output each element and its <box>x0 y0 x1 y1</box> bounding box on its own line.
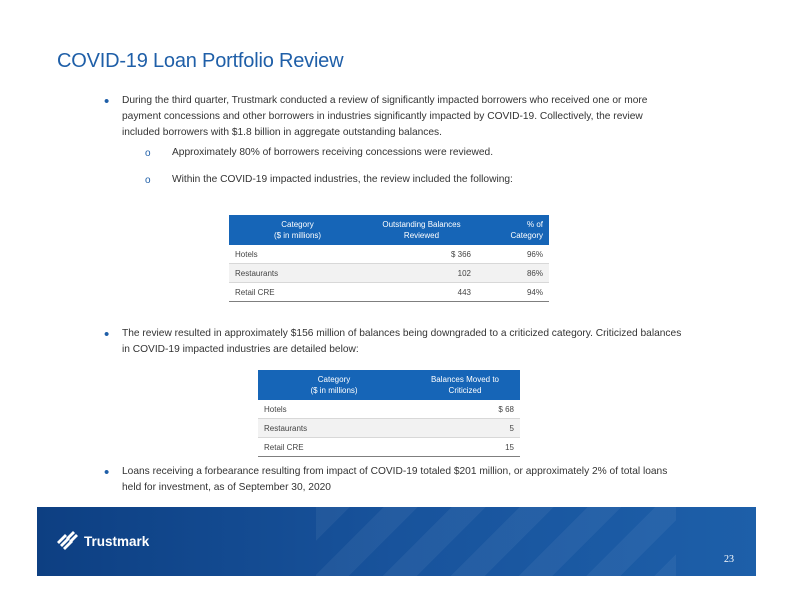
logo-text: Trustmark <box>84 533 150 549</box>
sub-bullet-marker: o <box>145 175 151 186</box>
balance-cell: $ 366 <box>366 245 477 264</box>
column-header-balances-moved: Balances Moved to Criticized <box>410 370 520 400</box>
page-number: 23 <box>724 554 734 565</box>
balance-cell: 5 <box>410 419 520 438</box>
category-cell: Retail CRE <box>258 438 410 457</box>
table-header-row <box>229 215 549 245</box>
category-cell: Retail CRE <box>229 283 366 302</box>
column-header-outstanding-balances: Outstanding Balances Reviewed <box>366 215 477 245</box>
footer-banner <box>37 507 756 576</box>
category-cell: Restaurants <box>229 264 366 283</box>
sub-bullet-marker: o <box>145 148 151 159</box>
bullet-marker: • <box>104 326 110 343</box>
balance-cell: $ 68 <box>410 400 520 419</box>
table-row <box>229 264 549 283</box>
balance-cell: 15 <box>410 438 520 457</box>
table-row <box>229 245 549 264</box>
trustmark-logo-icon <box>55 530 81 552</box>
percent-cell: 86% <box>477 264 549 283</box>
table-row <box>258 400 520 419</box>
bullet-paragraph-3: Loans receiving a forbearance resulting from impact of COVID-19 totaled $201 million, or approximately 2% of total loans held for investment, as of September 30, 2020 <box>122 466 668 493</box>
column-header-category: Category ($ in millions) <box>258 370 410 400</box>
table-row <box>258 419 520 438</box>
table-row <box>229 283 549 302</box>
balance-cell: 443 <box>366 283 477 302</box>
category-cell: Hotels <box>258 400 410 419</box>
sub-bullet-1: Approximately 80% of borrowers receiving concessions were reviewed. <box>172 147 494 158</box>
bullet-marker: • <box>104 464 110 481</box>
bullet-paragraph-2: The review resulted in approximately $156 million of balances being downgraded to a criticized category. Criticized balances in COVID-19 impacted industries are detailed below: <box>122 328 682 355</box>
criticized-table <box>258 370 520 457</box>
decorative-stripes <box>316 507 676 576</box>
bullet-marker: • <box>104 93 110 110</box>
sub-bullet-2: Within the COVID-19 impacted industries, the review included the following: <box>172 174 513 185</box>
bullet-paragraph-1: During the third quarter, Trustmark conducted a review of significantly impacted borrowers who received one or more payment concessions and other borrowers in industries significantly impacted by COVID-19. Collectively, the review included borrowers with $1.8 billion in aggregate outstanding balances. <box>122 95 648 138</box>
column-header-percent-of-category: % of Category <box>477 215 549 245</box>
review-table <box>229 215 549 302</box>
trustmark-logo <box>55 530 149 552</box>
balance-cell: 102 <box>366 264 477 283</box>
table-row <box>258 438 520 457</box>
percent-cell: 96% <box>477 245 549 264</box>
category-cell: Restaurants <box>258 419 410 438</box>
page-title: COVID-19 Loan Portfolio Review <box>57 50 344 72</box>
column-header-category: Category ($ in millions) <box>229 215 366 245</box>
table-header-row <box>258 370 520 400</box>
percent-cell: 94% <box>477 283 549 302</box>
category-cell: Hotels <box>229 245 366 264</box>
